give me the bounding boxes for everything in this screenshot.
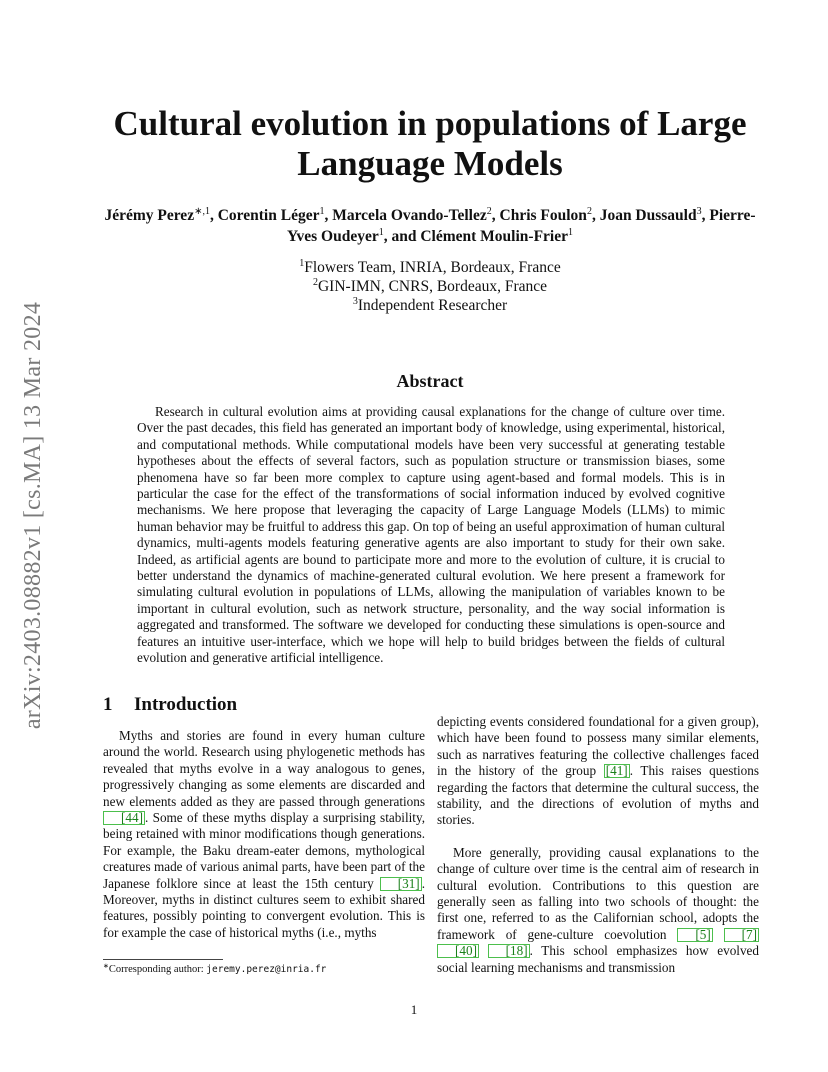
author-separator: , — [591, 207, 600, 224]
footnote-marker: ∗ — [103, 962, 109, 970]
paragraph: More generally, providing causal explanations to the change of culture over time is the central aim of research in cultural evolution. Contributions to this question are generally seen as falling into two schools of thought: the first one, referred to as the Californian school, adopts the framework of gene-culture coevolution [5] [7] [40] [18] . This school emphasizes how evolved social learning mechanisms and transmission — [437, 844, 759, 975]
author-affiliation-marker: 2 — [486, 206, 492, 217]
citation-link[interactable]: [18] — [488, 944, 530, 958]
author-list — [100, 205, 760, 247]
affiliation-line — [100, 296, 760, 315]
affiliation-text: GIN-IMN, CNRS, Bordeaux, France — [317, 278, 548, 295]
paper-title: Cultural evolution in populations of Large Language Models — [113, 104, 747, 183]
affiliation-line — [100, 258, 760, 277]
affiliation-list — [100, 258, 760, 315]
author-name: Corentin Léger — [217, 207, 320, 224]
author-name: Pierre-Yves Oudeyer — [287, 207, 756, 245]
section-heading — [103, 694, 237, 716]
author-affiliation-marker: 1 — [319, 206, 325, 217]
affiliation-marker: 3 — [352, 296, 358, 307]
author-name: Chris Foulon — [499, 207, 587, 224]
section-title: Introduction — [134, 694, 238, 715]
citation-link[interactable]: [7] — [724, 928, 759, 942]
author-affiliation-marker: 1 — [378, 227, 384, 238]
abstract-heading: Abstract — [396, 371, 464, 391]
citation-link[interactable]: [40] — [437, 944, 479, 958]
affiliation-marker: 2 — [312, 277, 318, 288]
author-name: Joan Dussauld — [599, 207, 697, 224]
left-column — [103, 728, 425, 941]
author-affiliation-marker: 2 — [586, 206, 592, 217]
author-name: Jérémy Perez — [104, 207, 195, 224]
author-separator: , — [209, 207, 218, 224]
page-number: 1 — [410, 1002, 418, 1017]
footnote-divider — [103, 959, 223, 960]
author-affiliation-marker: ∗,1 — [194, 206, 210, 217]
footnote-label: Corresponding author: — [108, 964, 207, 975]
arxiv-identifier: arXiv:2403.08882v1 [cs.MA] 13 Mar 2024 — [20, 301, 47, 729]
author-separator: , — [324, 207, 333, 224]
affiliation-marker: 1 — [299, 258, 305, 269]
author-separator: , — [701, 207, 710, 224]
author-email-link[interactable]: jeremy.perez@inria.fr — [206, 964, 327, 975]
author-separator: , and — [383, 228, 421, 245]
citation-link[interactable]: [41] — [605, 763, 628, 779]
citation-link[interactable]: [31] — [380, 877, 422, 891]
abstract-body: Research in cultural evolution aims at providing causal explanations for the change of culture over time. Over the past decades, this field has generated an important body of knowledge, using experimental, historical, and computational methods. While computational models have been very successful at generating testable hypotheses about the effects of several factors, such as population structure or transmission biases, some phenomena have so far been more complex to capture using agent-based and formal models. This is in particular the case for the effect of the transformations of social information induced by evolved cognitive mechanisms. We here propose that leveraging the capacity of Large Language Models (LLMs) to mimic human behavior may be fruitful to address this gap. On top of being an useful approximation of human cultural dynamics, multi-agents models featuring generative agents are also important to study for their own sake. Indeed, as artificial agents are bound to participate more and more to the evolution of culture, it is crucial to better understand the dynamics of machine-generated cultural evolution. We here present a framework for simulating cultural evolution in populations of LLMs, allowing the manipulation of variables known to be important in cultural evolution, such as network structure, personality, and the way social information is aggregated and transformed. The software we developed for conducting these simulations is open-source and features an intuitive user-interface, which we hope will help to build bridges between the fields of cultural evolution and generative artificial intelligence. — [137, 404, 725, 666]
paragraph: Myths and stories are found in every human culture around the world. Research using phylogenetic methods has revealed that myths evolve in a way analogous to genes, progressively changing as some elements are discarded and new elements added as they are passed through generations [44] . Some of these myths display a surprising stability, being retained with minor modifications though generations. For example, the Baku dream-eater demons, mythological creatures made of various animal parts, have been part of the Japanese folklore since at least the 15th century [31] . Moreover, myths in distinct cultures seem to exhibit shared features, possibly pointing to convergent evolution. This is for example the case of historical myths (i.e., myths — [103, 728, 425, 940]
section-number: 1 — [103, 694, 113, 715]
footnote — [103, 963, 433, 976]
author-affiliation-marker: 1 — [567, 227, 573, 238]
author-name: Marcela Ovando-Tellez — [332, 207, 487, 224]
author-affiliation-marker: 3 — [696, 206, 702, 217]
author-separator: , — [491, 207, 500, 224]
affiliation-text: Independent Researcher — [357, 297, 508, 314]
affiliation-text: Flowers Team, INRIA, Bordeaux, France — [304, 259, 561, 276]
citation-link[interactable]: [5] — [677, 928, 712, 942]
citation-link[interactable]: [44] — [103, 811, 145, 825]
right-column — [437, 714, 759, 976]
arxiv-sidebar — [8, 255, 60, 775]
paragraph: depicting events considered foundational for a given group), which have been found to possess many similar elements, such as narratives featuring the collective challenges faced in the history of the group [41] . This raises questions regarding the factors that determine the cultural success, the stability, and the directions of evolution of myths and stories. — [437, 714, 759, 828]
affiliation-line — [100, 277, 760, 296]
author-name: Clément Moulin-Frier — [420, 228, 568, 245]
